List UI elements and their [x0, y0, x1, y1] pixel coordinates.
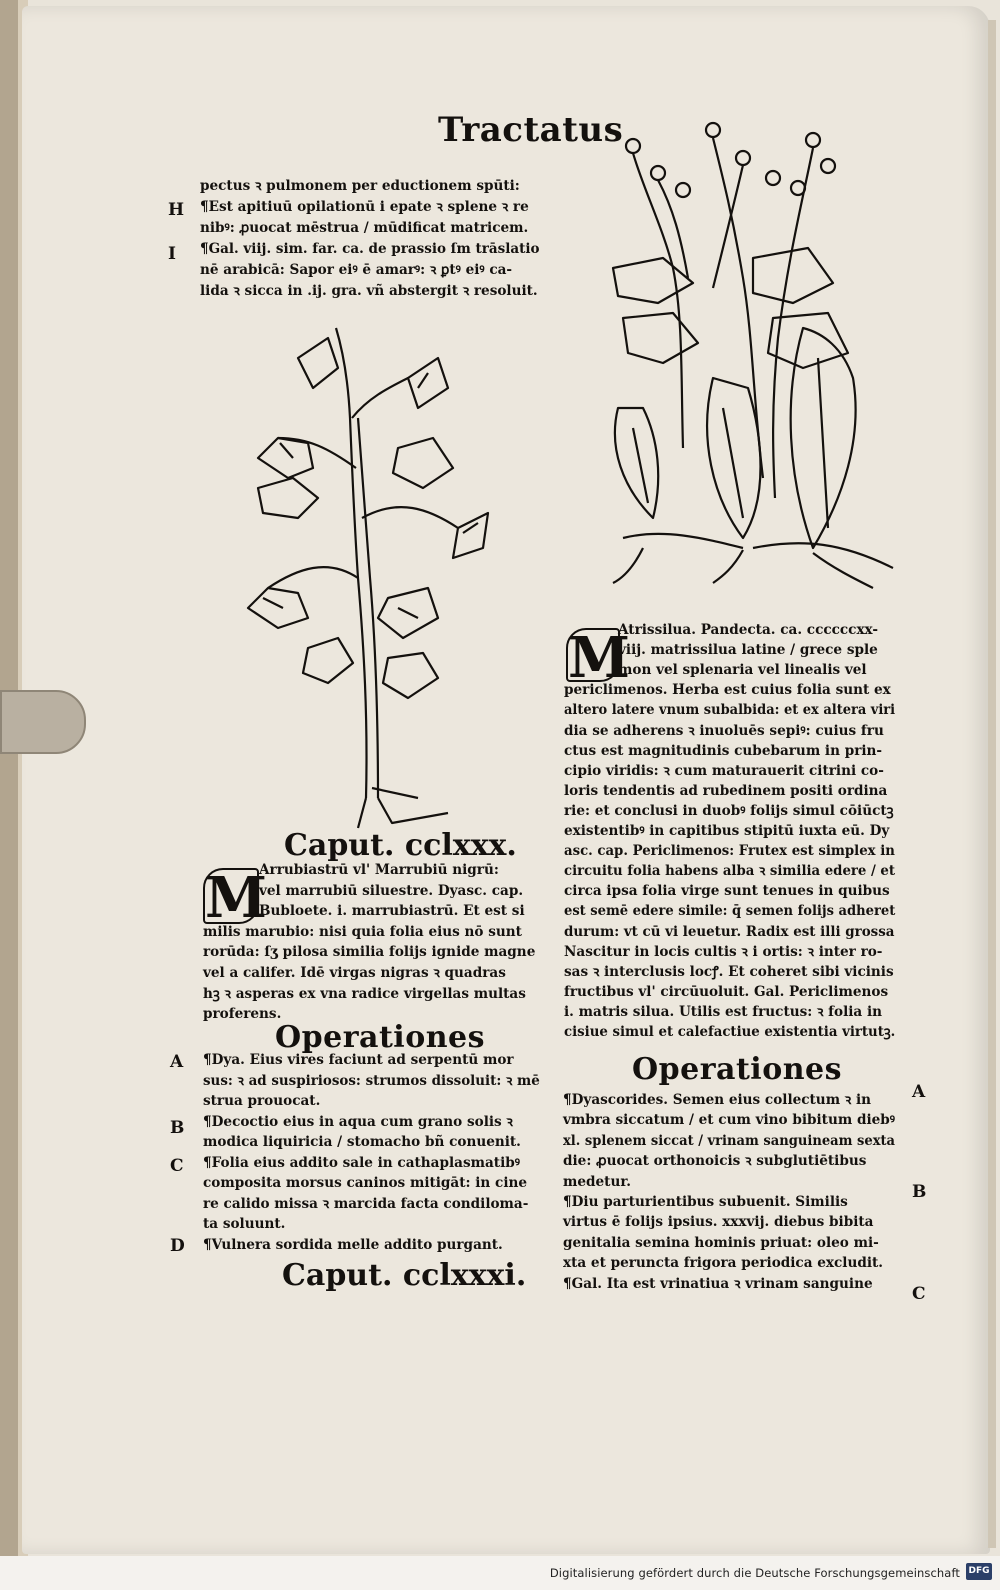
text-line: pectus ꝛ pulmonem per eductionem spūti: [200, 178, 520, 194]
book-binding [0, 0, 18, 1590]
text-line: ¶Folia eius addito sale in cathaplasmatibꝰ [203, 1154, 520, 1171]
text-line: i. matris silua. Utilis est fructus: ꝛ folia in [564, 1003, 883, 1020]
text-line: rie: et conclusi in duobꝰ folijs simul cōiūctꝫ [564, 802, 894, 819]
text-line: medetur. [563, 1173, 631, 1190]
page-clip [0, 690, 86, 754]
text-line: nibꝰ: ꝓuocat mēstrua / mūdificat matricem. [200, 220, 529, 236]
margin-marker-a-left: A [170, 1052, 184, 1072]
text-line: ¶Gal. Ita est vrinatiua ꝛ vrinam sanguine [563, 1275, 873, 1292]
text-line: nē arabicā: Sapor eiꝰ ē amarꝰ: ꝛ ꝑtꝰ eiꝰ ca- [200, 262, 513, 278]
text-line: vel marrubiū siluestre. Dyasc. cap. [259, 882, 524, 899]
text-line: altero latere vnum subalbida: et ex altera viri [564, 702, 896, 719]
margin-marker-c-right: C [912, 1284, 926, 1304]
margin-marker-d-left: D [170, 1236, 185, 1256]
text-line: existentibꝰ in capitibus stipitū iuxta eū. Dy [564, 823, 890, 839]
text-line: ¶Diu parturientibus subuenit. Similis [563, 1194, 848, 1210]
text-line: loris tendentis ad rubedinem positi ordina [564, 782, 888, 799]
text-line: xta et peruncta frigora periodica excludit. [563, 1255, 884, 1272]
operationes-heading-left: Operationes [275, 1020, 485, 1055]
text-line: proferens. [203, 1006, 282, 1023]
text-line: virtus ē folijs ipsius. xxxvij. diebus bibita [563, 1214, 874, 1231]
text-line: strua prouocat. [203, 1093, 321, 1109]
text-line: ¶Dyascorides. Semen eius collectum ꝛ in [563, 1092, 872, 1108]
text-line: ¶Dya. Eius vires faciunt ad serpentū mor [203, 1052, 514, 1068]
chapter-heading-cclxxx: Caput. cclxxx. [284, 828, 517, 863]
chapter-heading-cclxxxi: Caput. cclxxxi. [282, 1258, 527, 1293]
text-line: est semē edere simile: q̄ semen folijs adheret [564, 903, 896, 920]
operationes-heading-right: Operationes [632, 1052, 842, 1087]
text-line: Atrissilua. Pandecta. ca. ccccccxx- [618, 622, 879, 638]
text-line: viij. matrissilua latine / grece sple [618, 642, 878, 659]
text-line: fructibus vl' circūuoluit. Gal. Periclimenos [564, 983, 889, 1000]
text-line: lida ꝛ sicca in .ij. gra. vñ abstergit ꝛ resoluit. [200, 283, 538, 299]
text-line: asc. cap. Periclimenos: Frutex est simplex in [564, 843, 895, 860]
text-line: durum: vt cū vi leuetur. Radix est illi grossa [564, 923, 895, 940]
margin-marker-b-left: B [170, 1118, 185, 1138]
text-line: milis marubio: nisi quia folia eius nō sunt [203, 923, 522, 940]
text-line: ctus est magnitudinis cubebarum in prin- [564, 742, 883, 759]
text-line: re calido missa ꝛ marcida facta condiloma- [203, 1195, 529, 1212]
matrissilva-woodcut [603, 118, 893, 598]
text-line: cipio viridis: ꝛ cum maturauerit citrini co- [564, 762, 884, 779]
text-line: periclimenos. Herba est cuius folia sunt ex [564, 682, 891, 699]
text-line: sas ꝛ interclusis locꝭ. Et coheret sibi vicinis [564, 963, 894, 980]
margin-marker-c-left: C [170, 1156, 184, 1176]
funding-credit: Digitalisierung gefördert durch die Deutsche Forschungsgemeinschaft [549, 1566, 960, 1580]
text-line: sus: ꝛ ad suspiriosos: strumos dissoluit: ꝛ mē [203, 1072, 540, 1089]
text-line: modica liquiricia / stomacho bñ conuenit. [203, 1134, 521, 1150]
text-line: composita morsus caninos mitigāt: in cine [203, 1175, 528, 1191]
running-head: Tractatus [438, 110, 624, 150]
margin-marker-h: H [168, 200, 185, 220]
text-line: vmbra siccatum / et cum vino bibitum diebꝰ [563, 1112, 895, 1129]
text-line: hꝫ ꝛ asperas ex vna radice virgellas multas [203, 985, 526, 1002]
text-line: ¶Decoctio eius in aqua cum grano solis ꝛ [203, 1113, 513, 1130]
margin-marker-i: I [168, 244, 176, 264]
text-line: cisiue simul et calefactiue existentia virtutꝫ. [564, 1024, 896, 1040]
text-line: vel a califer. Idē virgas nigras ꝛ quadras [203, 965, 506, 981]
text-line: die: ꝓuocat orthonoicis ꝛ subglutiētibus [563, 1153, 867, 1170]
text-line: xl. splenem siccat / vrinam sanguineam sexta [563, 1132, 896, 1149]
text-line: ¶Vulnera sordida melle addito purgant. [203, 1236, 503, 1253]
chapter-initial-right: M [568, 625, 630, 691]
text-line: ¶Gal. viij. sim. far. ca. de prassio ſm trāslatio [200, 241, 540, 257]
dfg-logo: DFG [966, 1563, 992, 1580]
text-line: Bubloete. i. marrubiastrū. Et est si [259, 903, 525, 920]
text-line: ¶Est apitiuū opilationū i epate ꝛ splene ꝛ re [200, 199, 529, 215]
margin-marker-a-right: A [912, 1082, 926, 1102]
page-edge [988, 20, 996, 1548]
text-line: rorūda: ſʒ pilosa similia folijs ignide magne [203, 944, 536, 961]
margin-marker-b-right: B [912, 1182, 927, 1202]
text-line: genitalia semina hominis priuat: oleo mi- [563, 1234, 879, 1251]
text-line: mon vel splenaria vel linealis vel [618, 662, 867, 679]
text-line: Arrubiastrū vl' Marrubiū nigrū: [259, 862, 499, 878]
text-line: circa ipsa folia virge sunt tenues in quibus [564, 883, 890, 900]
text-line: Nascitur in locis cultis ꝛ i ortis: ꝛ inter ro- [564, 943, 883, 960]
chapter-initial-left: M [205, 865, 267, 931]
text-line: dia se adherens ꝛ inuoluēs sepiꝰ: cuius fru [564, 722, 884, 739]
text-line: ta soluunt. [203, 1216, 286, 1232]
text-line: circuitu folia habens alba ꝛ similia edere / et [564, 863, 895, 880]
marrubiastrum-woodcut [238, 318, 498, 838]
